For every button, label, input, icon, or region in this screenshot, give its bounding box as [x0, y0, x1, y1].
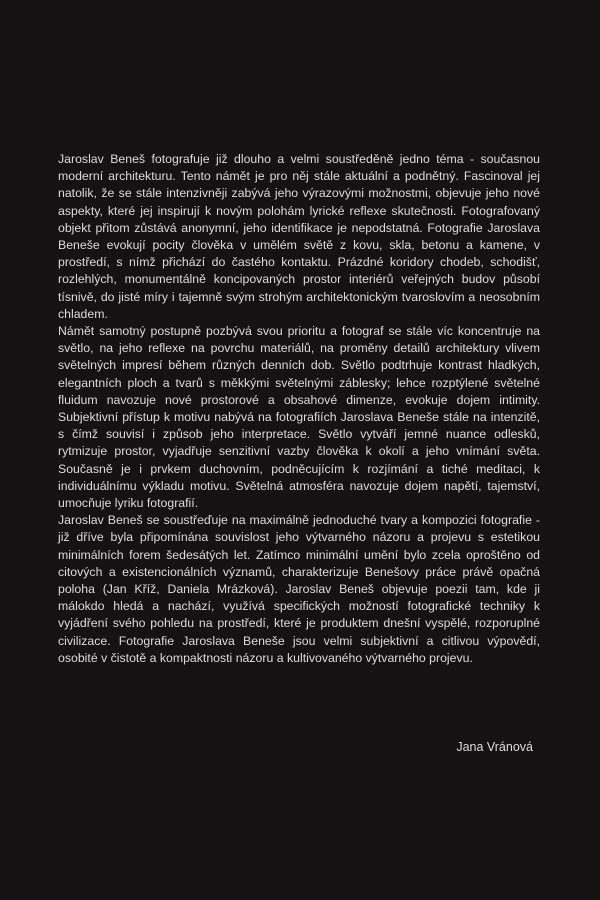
paragraph-2: Námět samotný postupně pozbývá svou prioritu a fotograf se stále víc koncentruje na světlo, na jeho reflexe na povrchu materiálů, na proměny detailů architektury vlivem světelných impresí během různých denních dob. Světlo podtrhuje kontrast hladkých, elegantních ploch a tvarů s měkkými světelnými záblesky; lehce rozptýlené světelné fluidum navozuje nové prostorové a obsahové dimenze, evokuje dojem intimity. Subjektivní přístup k motivu nabývá na fotografiích Jaroslava Beneše stále na intenzitě, s čímž souvisí i způsob jeho interpretace. Světlo vytváří jemné nuance odlesků, rytmizuje prostor, vyjadřuje senzitivní vazby člověka k okolí a jeho vnímání světa. Současně je i prvkem duchovním, podněcujícím k rozjímání a tiché meditaci, k individuálnímu výkladu motivu. Světelná atmosféra navozuje dojem napětí, tajemství, umocňuje lyriku fotografií. — [58, 324, 540, 511]
author-signature: Jana Vránová — [456, 740, 533, 754]
essay-body — [58, 151, 540, 667]
paragraph-1: Jaroslav Beneš fotografuje již dlouho a velmi soustředěně jedno téma - současnou moderní architekturu. Tento námět je pro něj stále aktuální a podnětný. Fascinoval jej natolik, že se stále intenzivněji zabývá jeho výrazovými možnostmi, objevuje jeho nové aspekty, které jej inspirují k novým polohám lyrické reflexe skutečnosti. Fotografovaný objekt přitom zůstává anonymní, jeho identifikace je nepodstatná. Fotografie Jaroslava Beneše evokují pocity člověka v umělém světě z kovu, skla, betonu a kamene, v prostředí, s nímž přichází do častého kontaktu. Prázdné koridory chodeb, schodišť, rozlehlých, monumentálně koncipovaných prostor interiérů veřejných budov působí tísnivě, do jisté míry i tajemně svým strohým architektonickým tvaroslovím a neosobním chladem. — [58, 152, 540, 321]
paragraph-3: Jaroslav Beneš se soustřeďuje na maximálně jednoduché tvary a kompozici fotografie - již dříve byla připomínána souvislost jeho výtvarného názoru a projevu s estetikou minimálních forem šedesátých let. Zatímco minimální umění bylo zcela oproštěno od citových a existencionálních významů, charakterizuje Benešovy práce právě opačná poloha (Jan Kříž, Daniela Mrázková). Jaroslav Beneš objevuje poezii tam, kde ji málokdo hledá a nachází, využívá specifických možností fotografické techniky k vyjádření svého pohledu na prostředí, které je produktem dnešní vyspělé, rozporuplné civilizace. Fotografie Jaroslava Beneše jsou velmi subjektivní a citlivou výpovědí, osobité v čistotě a kompaktnosti názoru a kultivovaného výtvarného projevu. — [58, 513, 540, 665]
